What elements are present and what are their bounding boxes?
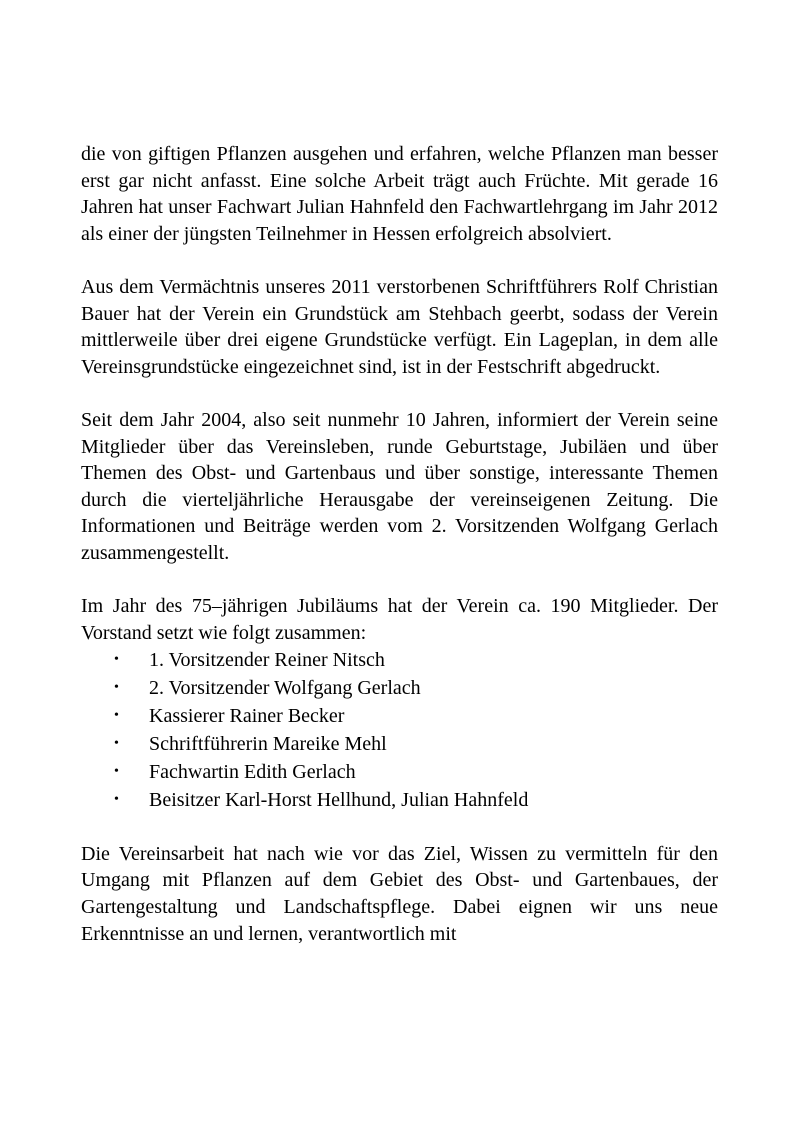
paragraph-poisonous-plants: die von giftigen Pflanzen ausgehen und erfahren, welche Pflanzen man besser erst gar nicht anfasst. Eine solche Arbeit trägt auch Früchte. Mit gerade 16 Jahren hat unser Fachwart Julian Hahnfeld den Fachwartlehrgang im Jahr 2012 als einer der jüngsten Teilnehmer in Hessen erfolgreich absolviert. — [81, 143, 718, 245]
list-item — [81, 758, 718, 786]
bullet-icon: • — [114, 764, 119, 780]
board-member: Beisitzer Karl-Horst Hellhund, Julian Hahnfeld — [149, 789, 529, 812]
list-item — [81, 786, 718, 814]
board-member: Kassierer Rainer Becker — [149, 705, 345, 728]
paragraph-legacy-property: Aus dem Vermächtnis unseres 2011 verstorbenen Schriftführers Rolf Christian Bauer hat der Verein ein Grundstück am Stehbach geerbt, sodass der Verein mittlerweile über drei eigene Grundstücke verfügt. Ein Lageplan, in dem alle Vereinsgrundstücke eingezeichnet sind, ist in der Festschrift abgedruckt. — [81, 275, 718, 378]
list-item — [81, 674, 718, 702]
paragraph-membership-board: Im Jahr des 75–jährigen Jubiläums hat der Verein ca. 190 Mitglieder. Der Vorstand setzt wie folgt zusammen: — [81, 595, 718, 644]
board-member: 2. Vorsitzender Wolfgang Gerlach — [149, 677, 421, 700]
list-item — [81, 646, 718, 674]
bullet-icon: • — [114, 792, 119, 808]
bullet-icon: • — [114, 708, 119, 724]
document-page — [81, 141, 718, 947]
bullet-icon: • — [114, 736, 119, 752]
board-member: Fachwartin Edith Gerlach — [149, 761, 356, 784]
paragraph-club-newspaper: Seit dem Jahr 2004, also seit nunmehr 10 Jahren, informiert der Verein seine Mitglieder über das Vereinsleben, runde Geburtstage, Jubiläen und über Themen des Obst- und Gartenbaus und über sonstige, interessante Themen durch die vierteljährliche Herausgabe der vereinseigenen Zeitung. Die Informationen und Beiträge werden vom 2. Vorsitzenden Wolfgang Gerlach zusammengestellt. — [81, 408, 718, 564]
board-member: 1. Vorsitzender Reiner Nitsch — [149, 649, 385, 672]
board-members-list — [81, 646, 718, 814]
bullet-icon: • — [114, 652, 119, 668]
list-item — [81, 702, 718, 730]
paragraph-club-goals: Die Vereinsarbeit hat nach wie vor das Ziel, Wissen zu vermitteln für den Umgang mit Pflanzen auf dem Gebiet des Obst- und Gartenbaues, der Gartengestaltung und Landschaftspflege. Dabei eignen wir uns neue Erkenntnisse an und lernen, verantwortlich mit — [81, 842, 718, 945]
bullet-icon: • — [114, 680, 119, 696]
board-member: Schriftführerin Mareike Mehl — [149, 733, 387, 756]
list-item — [81, 730, 718, 758]
